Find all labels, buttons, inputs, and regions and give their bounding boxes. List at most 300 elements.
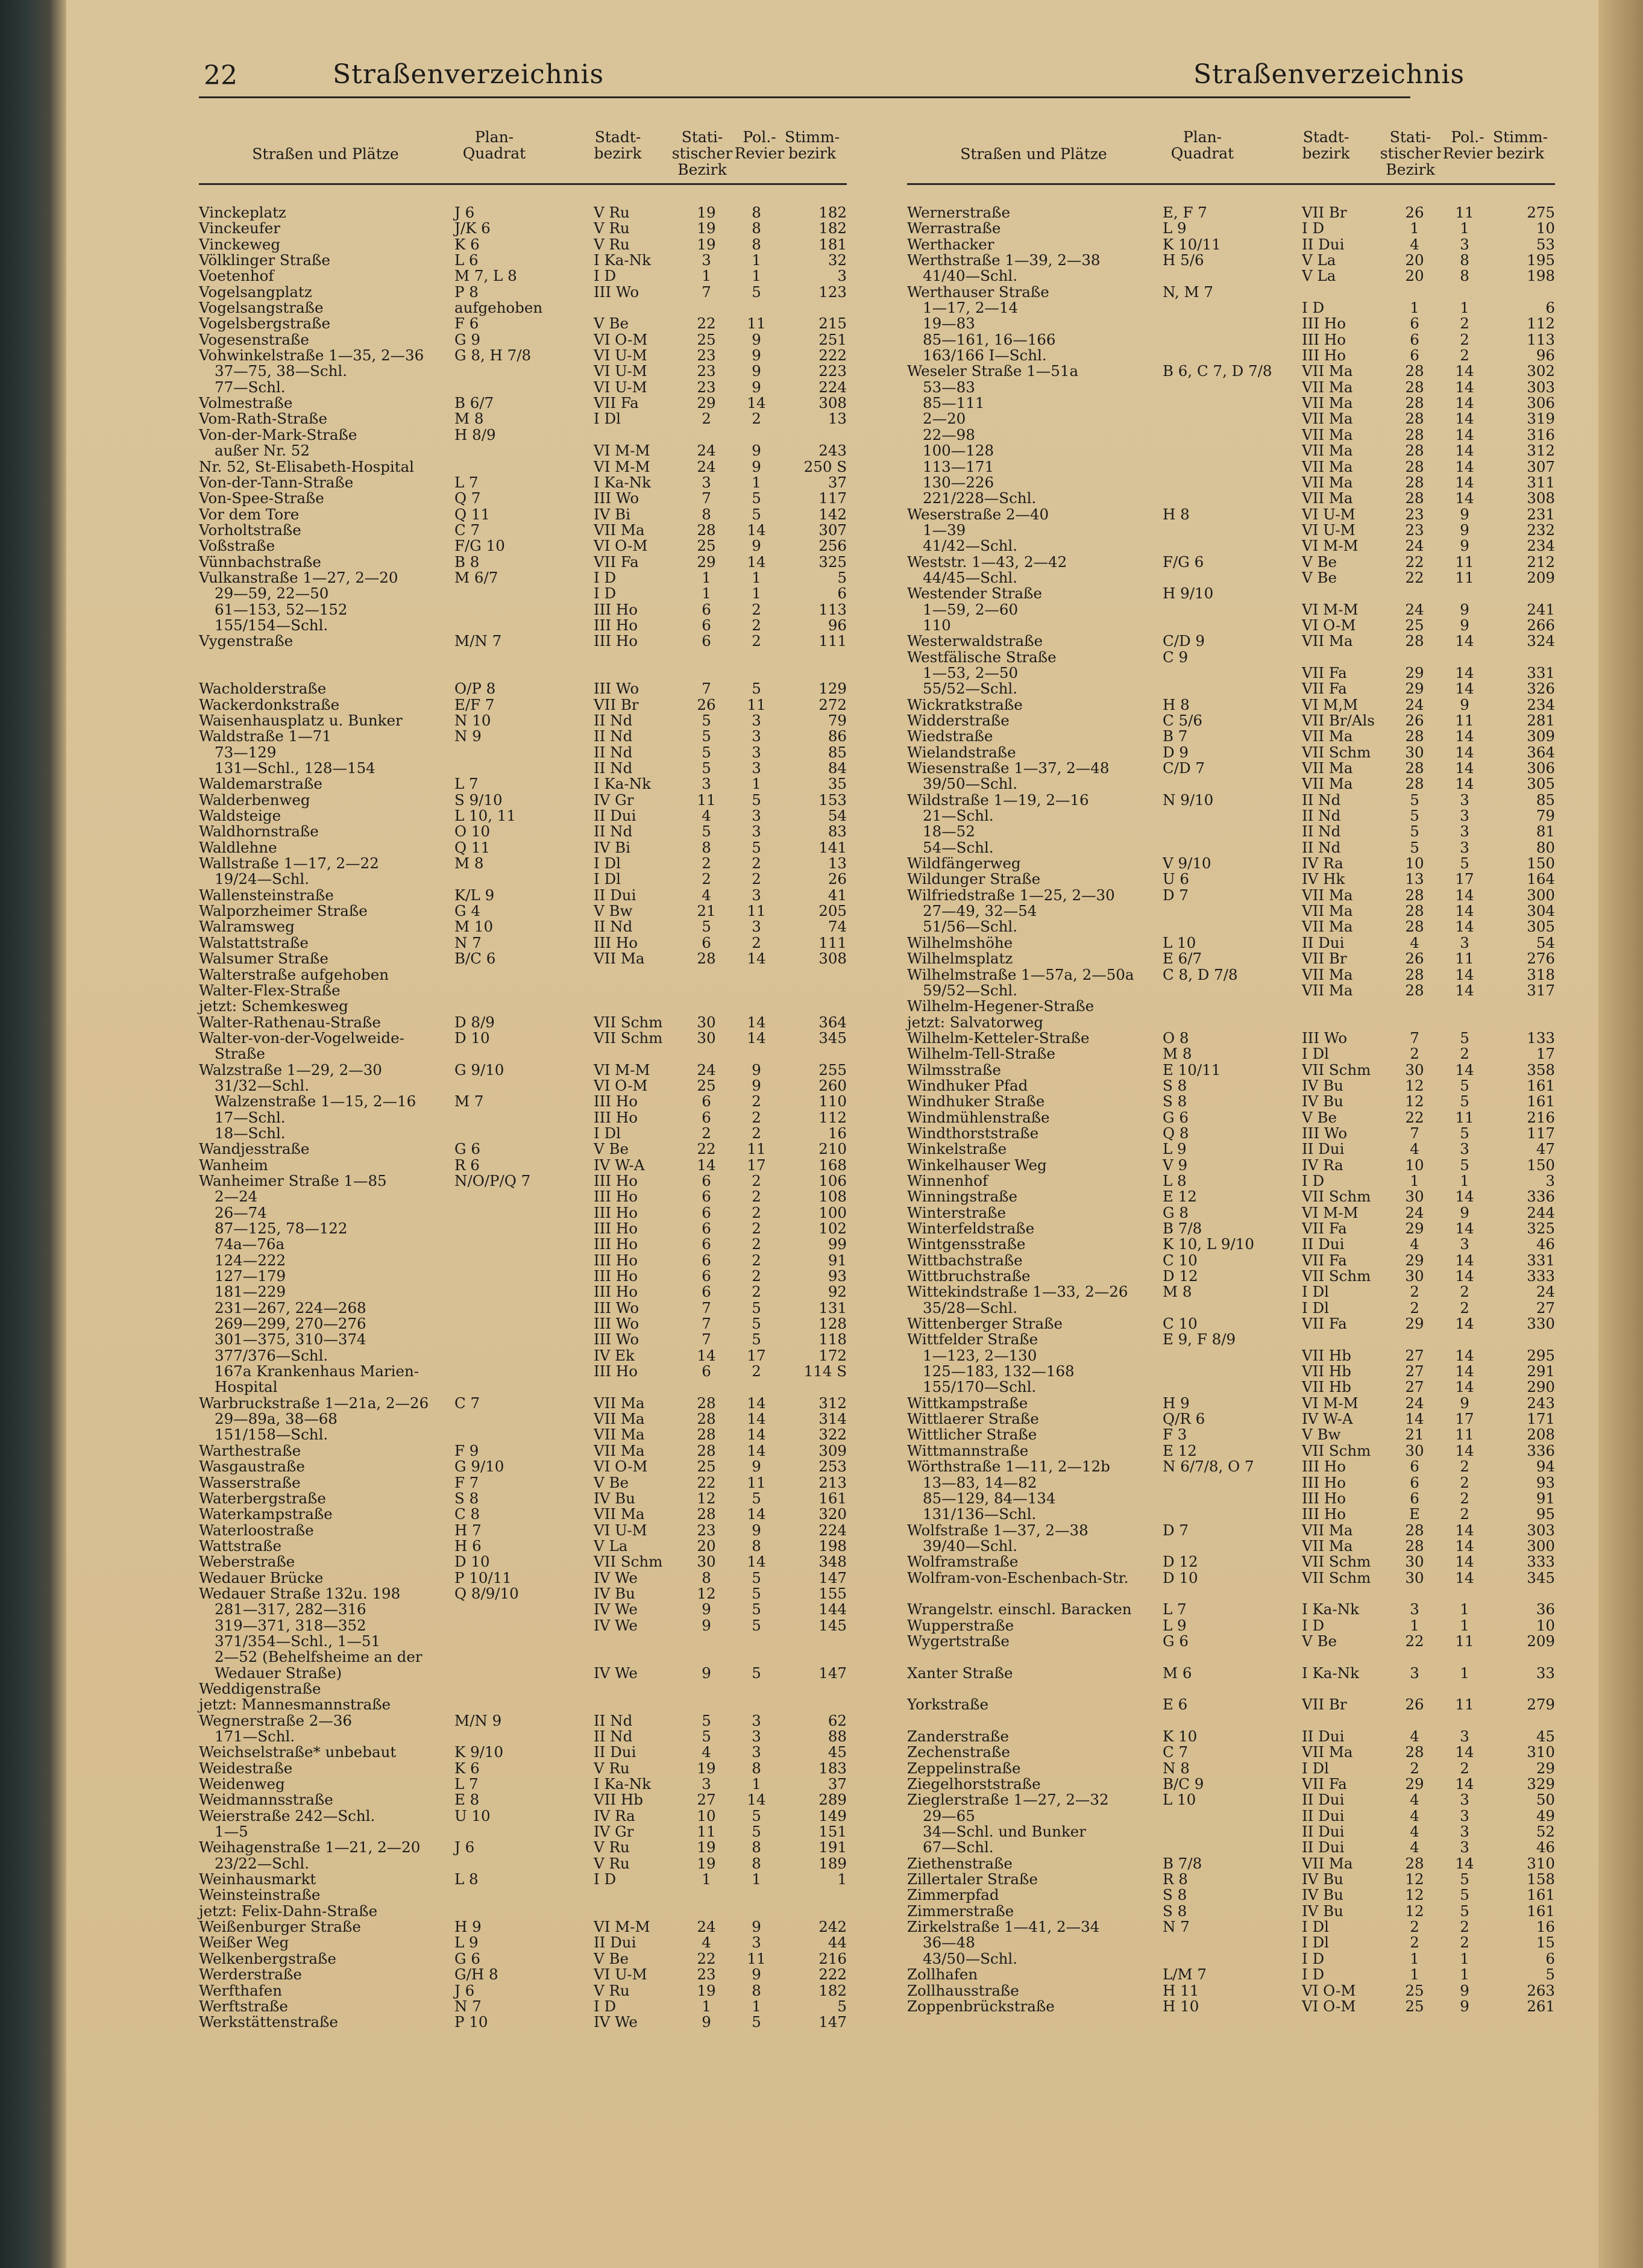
street-row [907, 856, 1555, 871]
street-row [907, 1284, 1555, 1300]
stimmbezirk: 209 [1527, 568, 1555, 586]
street-row [907, 728, 1555, 744]
stadtbezirk: V Be [1302, 1632, 1337, 1650]
street-name: Westerwaldstraße [907, 632, 1043, 650]
street-row [199, 1379, 847, 1395]
pol-revier: 11 [747, 1140, 766, 1158]
street-row [907, 1554, 1555, 1570]
street-row [907, 1983, 1555, 1999]
plan-quadrat: G/H 8 [454, 1966, 498, 1984]
stadtbezirk: I Dl [594, 870, 621, 888]
stimmbezirk: 46 [1536, 1235, 1555, 1253]
street-row [199, 1919, 847, 1935]
plan-quadrat: J 6 [454, 1838, 475, 1856]
plan-quadrat: L 9 [1163, 219, 1187, 237]
statistischer-bezirk: 7 [702, 489, 711, 507]
statistischer-bezirk: 2 [702, 870, 711, 888]
stimmbezirk: 325 [818, 553, 847, 571]
stadtbezirk: VI O-M [1302, 1997, 1356, 2015]
street-row [199, 1110, 847, 1126]
pol-revier: 2 [752, 1283, 761, 1301]
street-name: Weinsteinstraße [199, 1886, 321, 1904]
plan-quadrat: C 10 [1163, 1251, 1198, 1269]
stadtbezirk: VII Ma [594, 1441, 645, 1459]
street-name: 124—222 [215, 1251, 286, 1269]
statistischer-bezirk: 22 [697, 315, 716, 333]
stadtbezirk: IV Bu [1302, 1870, 1343, 1888]
stimmbezirk: 36 [1536, 1600, 1555, 1618]
street-row [199, 1935, 847, 1950]
stimmbezirk: 181 [818, 235, 847, 253]
pol-revier: 14 [747, 394, 766, 412]
street-name: Winningstraße [907, 1188, 1018, 1206]
stadtbezirk: III Ho [594, 1092, 638, 1111]
stadtbezirk: VII Hb [1302, 1346, 1351, 1364]
pol-revier: 11 [1455, 712, 1474, 729]
pol-revier: 14 [1455, 759, 1474, 777]
stadtbezirk: VI M-M [594, 1918, 650, 1936]
header-stimmbezirk: Stimm- bezirk [784, 128, 840, 162]
stadtbezirk: V Be [594, 1473, 629, 1491]
statistischer-bezirk: 6 [702, 1267, 711, 1285]
plan-quadrat: B/C 6 [454, 950, 496, 968]
pol-revier: 9 [752, 346, 761, 365]
street-row [907, 316, 1555, 331]
stimmbezirk: 74 [828, 918, 847, 936]
plan-quadrat: C 7 [454, 521, 480, 539]
plan-quadrat: G 9 [454, 330, 480, 348]
plan-quadrat: M 8 [454, 410, 484, 428]
street-row [199, 967, 847, 983]
stimmbezirk: 314 [818, 1410, 847, 1428]
pol-revier: 5 [752, 1298, 761, 1317]
stimmbezirk: 306 [1527, 759, 1555, 777]
street-name: Vulkanstraße 1—27, 2—20 [199, 568, 398, 586]
street-row [907, 1396, 1555, 1411]
street-name: Weichselstraße* unbebaut [199, 1743, 397, 1761]
plan-quadrat: R 8 [1163, 1870, 1188, 1888]
statistischer-bezirk: 8 [702, 505, 711, 523]
statistischer-bezirk: 2 [1410, 1045, 1419, 1063]
pol-revier: 14 [747, 1791, 766, 1809]
street-row [907, 1872, 1555, 1887]
stadtbezirk: VII Ma [1302, 473, 1353, 491]
stadtbezirk: III Ho [1302, 1489, 1346, 1507]
street-row [199, 395, 847, 411]
pol-revier: 2 [752, 1235, 761, 1253]
street-row [907, 1506, 1555, 1522]
statistischer-bezirk: 1 [1410, 1616, 1419, 1634]
plan-quadrat: L 8 [1163, 1171, 1187, 1189]
street-name: Weststr. 1—43, 2—42 [907, 553, 1067, 571]
street-name: 35/28—Schl. [923, 1298, 1018, 1317]
street-row [199, 1348, 847, 1364]
street-row [907, 1538, 1555, 1554]
stimmbezirk: 333 [1527, 1267, 1555, 1285]
stimmbezirk: 111 [818, 632, 847, 650]
statistischer-bezirk: 1 [702, 1870, 711, 1888]
street-name: 131/136—Schl. [923, 1505, 1037, 1523]
street-name: Wacholderstraße [199, 680, 327, 698]
stadtbezirk: II Dui [1302, 1728, 1345, 1745]
street-name: Wilfriedstraße 1—25, 2—30 [907, 886, 1115, 904]
header-plan: Plan- Quadrat [1170, 128, 1234, 162]
stadtbezirk: VII Ma [1302, 378, 1353, 396]
street-row [907, 1903, 1555, 1919]
statistischer-bezirk: 28 [1405, 457, 1424, 475]
street-row [907, 1015, 1555, 1030]
street-row [199, 650, 847, 665]
plan-quadrat: Q 8/9/10 [454, 1584, 519, 1602]
stimmbezirk: 320 [818, 1505, 847, 1523]
pol-revier: 1 [1460, 219, 1469, 237]
stimmbezirk: 307 [1527, 457, 1555, 475]
stimmbezirk: 308 [818, 394, 847, 412]
pol-revier: 2 [752, 1220, 761, 1237]
stimmbezirk: 231 [1527, 505, 1555, 523]
street-name: 269—299, 270—276 [215, 1315, 366, 1333]
pol-revier: 14 [747, 1426, 766, 1444]
stadtbezirk: III Ho [594, 1251, 638, 1269]
stimmbezirk: 234 [1527, 695, 1555, 713]
stadtbezirk: VII Ma [1302, 632, 1353, 650]
street-name: Wittekindstraße 1—33, 2—26 [907, 1283, 1128, 1301]
pol-revier: 8 [752, 219, 761, 237]
street-name: Ziegelhorststraße [907, 1775, 1041, 1793]
pol-revier: 9 [752, 362, 761, 380]
statistischer-bezirk: 6 [702, 1362, 711, 1380]
statistischer-bezirk: 28 [1405, 902, 1424, 920]
pol-revier: 11 [1455, 1426, 1474, 1444]
left-column-header [199, 121, 847, 183]
street-row [199, 681, 847, 697]
pol-revier: 3 [1460, 807, 1469, 825]
statistischer-bezirk: 22 [1405, 1632, 1424, 1650]
street-name: Wittkampstraße [907, 1394, 1028, 1412]
street-row [907, 522, 1555, 538]
street-name: Wittbruchstraße [907, 1267, 1031, 1285]
street-row [907, 760, 1555, 776]
pol-revier: 11 [1455, 568, 1474, 586]
pol-revier: 2 [1460, 330, 1469, 348]
street-name: Wanheim [199, 1156, 268, 1174]
pol-revier: 9 [752, 537, 761, 555]
street-row [199, 1189, 847, 1204]
stimmbezirk: 37 [828, 1775, 847, 1793]
stimmbezirk: 232 [1527, 521, 1555, 539]
street-name: Winterstraße [907, 1203, 1007, 1221]
street-row [199, 1681, 847, 1697]
pol-revier: 8 [752, 1759, 761, 1777]
street-row [907, 221, 1555, 236]
plan-quadrat: D 7 [1163, 886, 1189, 904]
stimmbezirk: 24 [1536, 1283, 1555, 1301]
stimmbezirk: 311 [1527, 473, 1555, 491]
stadtbezirk: IV Ra [1302, 1156, 1343, 1174]
pol-revier: 9 [1460, 505, 1469, 523]
street-name: Vinckeplatz [199, 204, 286, 221]
street-name: Werftstraße [199, 1997, 288, 2015]
street-name: 23/22—Schl. [215, 1854, 310, 1872]
stimmbezirk: 308 [1527, 489, 1555, 507]
street-row [199, 1221, 847, 1236]
stadtbezirk: II Nd [1302, 838, 1341, 856]
stimmbezirk: 310 [1527, 1854, 1555, 1872]
street-name: jetzt: Schemkesweg [199, 997, 348, 1015]
statistischer-bezirk: 24 [1405, 537, 1424, 555]
stadtbezirk: VI M-M [594, 442, 650, 460]
pol-revier: 2 [752, 1203, 761, 1221]
stadtbezirk: V Bw [1302, 1426, 1341, 1444]
stadtbezirk: II Nd [594, 727, 633, 745]
stimmbezirk: 324 [1527, 632, 1555, 650]
stadtbezirk: V Be [594, 1140, 629, 1158]
stimmbezirk: 261 [1527, 1997, 1555, 2015]
stimmbezirk: 6 [837, 584, 847, 603]
street-row [907, 1713, 1555, 1729]
street-row [907, 443, 1555, 459]
plan-quadrat: C/D 7 [1163, 759, 1205, 777]
street-name: Winnenhof [907, 1171, 988, 1189]
street-row [907, 650, 1555, 665]
stimmbezirk: 302 [1527, 362, 1555, 380]
street-row [907, 1110, 1555, 1126]
statistischer-bezirk: 4 [1410, 933, 1419, 951]
stadtbezirk: V Ru [594, 1854, 630, 1872]
plan-quadrat: C/D 9 [1163, 632, 1205, 650]
street-name: Wallstraße 1—17, 2—22 [199, 854, 379, 872]
plan-quadrat: L 9 [1163, 1140, 1187, 1158]
pol-revier: 11 [1455, 950, 1474, 968]
street-name: Walporzheimer Straße [199, 902, 368, 920]
pol-revier: 11 [747, 315, 766, 333]
stadtbezirk: III Ho [594, 1203, 638, 1221]
pol-revier: 1 [752, 1775, 761, 1793]
street-name: Wolfstraße 1—37, 2—38 [907, 1521, 1089, 1539]
statistischer-bezirk: 5 [702, 727, 711, 745]
stimmbezirk: 54 [1536, 933, 1555, 951]
statistischer-bezirk: 12 [1405, 1902, 1424, 1920]
pol-revier: 3 [752, 1934, 761, 1952]
street-row [907, 618, 1555, 633]
stimmbezirk: 62 [828, 1711, 847, 1729]
street-name: Wackerdonkstraße [199, 695, 340, 713]
stadtbezirk: VII Fa [1302, 680, 1347, 698]
street-name: außer Nr. 52 [215, 442, 310, 460]
street-row [199, 1840, 847, 1855]
statistischer-bezirk: 25 [1405, 1981, 1424, 1999]
statistischer-bezirk: 29 [1405, 1251, 1424, 1269]
pol-revier: 14 [1455, 394, 1474, 412]
statistischer-bezirk: 26 [1405, 950, 1424, 968]
street-row [907, 1935, 1555, 1950]
street-row [199, 1808, 847, 1824]
street-row [199, 1141, 847, 1157]
stimmbezirk: 242 [818, 1918, 847, 1936]
street-row [907, 1157, 1555, 1173]
street-name: 110 [923, 616, 951, 634]
stadtbezirk: I Dl [1302, 1283, 1329, 1301]
pol-revier: 3 [1460, 1728, 1469, 1745]
statistischer-bezirk: 9 [702, 1616, 711, 1634]
head-rule [199, 96, 1410, 98]
street-name: 21—Schl. [923, 807, 994, 825]
statistischer-bezirk: 23 [697, 1966, 716, 1984]
stadtbezirk: I D [1302, 1966, 1325, 1984]
page-number: 22 [204, 60, 237, 91]
street-row [907, 1253, 1555, 1268]
stadtbezirk: III Wo [594, 680, 639, 698]
street-row [199, 713, 847, 728]
pol-revier: 9 [1460, 600, 1469, 618]
pol-revier: 14 [1455, 965, 1474, 983]
stadtbezirk: IV Bi [594, 838, 630, 856]
statistischer-bezirk: 10 [1405, 854, 1424, 872]
stimmbezirk: 3 [837, 267, 847, 285]
pol-revier: 14 [1455, 663, 1474, 681]
pol-revier: 14 [1455, 1267, 1474, 1285]
stadtbezirk: III Ho [1302, 330, 1346, 348]
stadtbezirk: III Ho [1302, 346, 1346, 365]
street-name: 73—129 [215, 743, 277, 761]
stadtbezirk: IV Ra [594, 1806, 635, 1825]
stadtbezirk: V Be [1302, 1108, 1337, 1126]
statistischer-bezirk: 28 [1405, 362, 1424, 380]
stadtbezirk: V Bw [594, 902, 633, 920]
stimmbezirk: 266 [1527, 616, 1555, 634]
plan-quadrat: U 10 [454, 1806, 491, 1825]
statistischer-bezirk: 11 [697, 1823, 716, 1841]
stadtbezirk: II Dui [594, 1743, 636, 1761]
pol-revier: 14 [1455, 362, 1474, 380]
pol-revier: 14 [1455, 425, 1474, 443]
pol-revier: 14 [747, 1394, 766, 1412]
street-name: Waterkampstraße [199, 1505, 333, 1523]
street-name: Vor dem Tore [199, 505, 300, 523]
street-name: 53—83 [923, 378, 975, 396]
street-row [907, 1586, 1555, 1602]
plan-quadrat: M 8 [1163, 1045, 1192, 1063]
statistischer-bezirk: 1 [702, 584, 711, 603]
street-row [907, 983, 1555, 998]
pol-revier: 1 [752, 775, 761, 793]
plan-quadrat: H 8 [1163, 695, 1190, 713]
street-row [907, 237, 1555, 252]
pol-revier: 11 [1455, 204, 1474, 221]
stadtbezirk: I D [1302, 1171, 1325, 1189]
pol-revier: 14 [1455, 902, 1474, 920]
statistischer-bezirk: 12 [1405, 1076, 1424, 1094]
street-name: Zeppelinstraße [907, 1759, 1021, 1777]
stadtbezirk: II Nd [594, 743, 633, 761]
pol-revier: 3 [752, 822, 761, 841]
stimmbezirk: 303 [1527, 378, 1555, 396]
street-row [199, 1824, 847, 1840]
street-name: 55/52—Schl. [923, 680, 1018, 698]
stadtbezirk: V Ru [594, 219, 630, 237]
street-row [199, 1284, 847, 1300]
statistischer-bezirk: 23 [1405, 521, 1424, 539]
street-name: Wildstraße 1—19, 2—16 [907, 791, 1089, 809]
statistischer-bezirk: 9 [702, 2013, 711, 2031]
street-row [199, 728, 847, 744]
statistischer-bezirk: 19 [697, 1981, 716, 1999]
stimmbezirk: 128 [818, 1315, 847, 1333]
pol-revier: 14 [1455, 632, 1474, 650]
pol-revier: 14 [1455, 1060, 1474, 1079]
street-row [199, 1459, 847, 1474]
street-row [199, 1856, 847, 1872]
plan-quadrat: S 8 [1163, 1886, 1187, 1904]
street-name: Wittlicher Straße [907, 1426, 1037, 1444]
street-name: Wernerstraße [907, 204, 1010, 221]
pol-revier: 2 [752, 1124, 761, 1142]
statistischer-bezirk: 25 [697, 537, 716, 555]
plan-quadrat: S 8 [1163, 1902, 1187, 1920]
stimmbezirk: 168 [818, 1156, 847, 1174]
stimmbezirk: 182 [818, 204, 847, 221]
street-name: 36—48 [923, 1934, 975, 1952]
plan-quadrat: G 8, H 7/8 [454, 346, 532, 365]
stadtbezirk: II Dui [1302, 1838, 1345, 1856]
street-name: 41/42—Schl. [923, 537, 1018, 555]
stadtbezirk: VI U-M [1302, 521, 1356, 539]
statistischer-bezirk: 6 [702, 1108, 711, 1126]
pol-revier: 2 [752, 1092, 761, 1111]
stimmbezirk: 161 [1527, 1092, 1555, 1111]
plan-quadrat: G 8 [1163, 1203, 1189, 1221]
statistischer-bezirk: 19 [697, 1854, 716, 1872]
statistischer-bezirk: 3 [702, 473, 711, 491]
stadtbezirk: V Ru [594, 235, 630, 253]
statistischer-bezirk: 29 [697, 553, 716, 571]
stimmbezirk: 13 [828, 410, 847, 428]
plan-quadrat: K 10, L 9/10 [1163, 1235, 1254, 1253]
street-row [199, 1903, 847, 1919]
plan-quadrat: L 7 [1163, 1600, 1187, 1618]
pol-revier: 9 [752, 1966, 761, 1984]
statistischer-bezirk: 30 [697, 1013, 716, 1031]
pol-revier: 5 [752, 791, 761, 809]
street-row [199, 252, 847, 268]
pol-revier: 9 [1460, 1394, 1469, 1412]
stimmbezirk: 308 [818, 950, 847, 968]
stadtbezirk: VII Br/Als [1302, 712, 1375, 729]
street-name: Vogelsbergstraße [199, 315, 330, 333]
pol-revier: 9 [752, 330, 761, 348]
pol-revier: 2 [752, 933, 761, 951]
plan-quadrat: V 9 [1163, 1156, 1188, 1174]
stimmbezirk: 117 [818, 489, 847, 507]
street-name: Weidmannsstraße [199, 1791, 333, 1809]
stadtbezirk: III Ho [594, 632, 638, 650]
street-name: 2—52 (Behelfsheime an der [215, 1648, 423, 1666]
stadtbezirk: VII Ma [1302, 362, 1353, 380]
street-row [199, 1792, 847, 1808]
stimmbezirk: 79 [828, 712, 847, 729]
pol-revier: 2 [752, 632, 761, 650]
statistischer-bezirk: 6 [702, 632, 711, 650]
statistischer-bezirk: 5 [702, 918, 711, 936]
stadtbezirk: II Nd [1302, 822, 1341, 841]
right-header-rule [907, 183, 1555, 185]
statistischer-bezirk: 4 [702, 807, 711, 825]
street-row [907, 1189, 1555, 1204]
statistischer-bezirk: 28 [697, 1426, 716, 1444]
street-row [199, 1649, 847, 1665]
street-name: 301—375, 310—374 [215, 1330, 366, 1349]
stadtbezirk: VII Br [594, 695, 639, 713]
